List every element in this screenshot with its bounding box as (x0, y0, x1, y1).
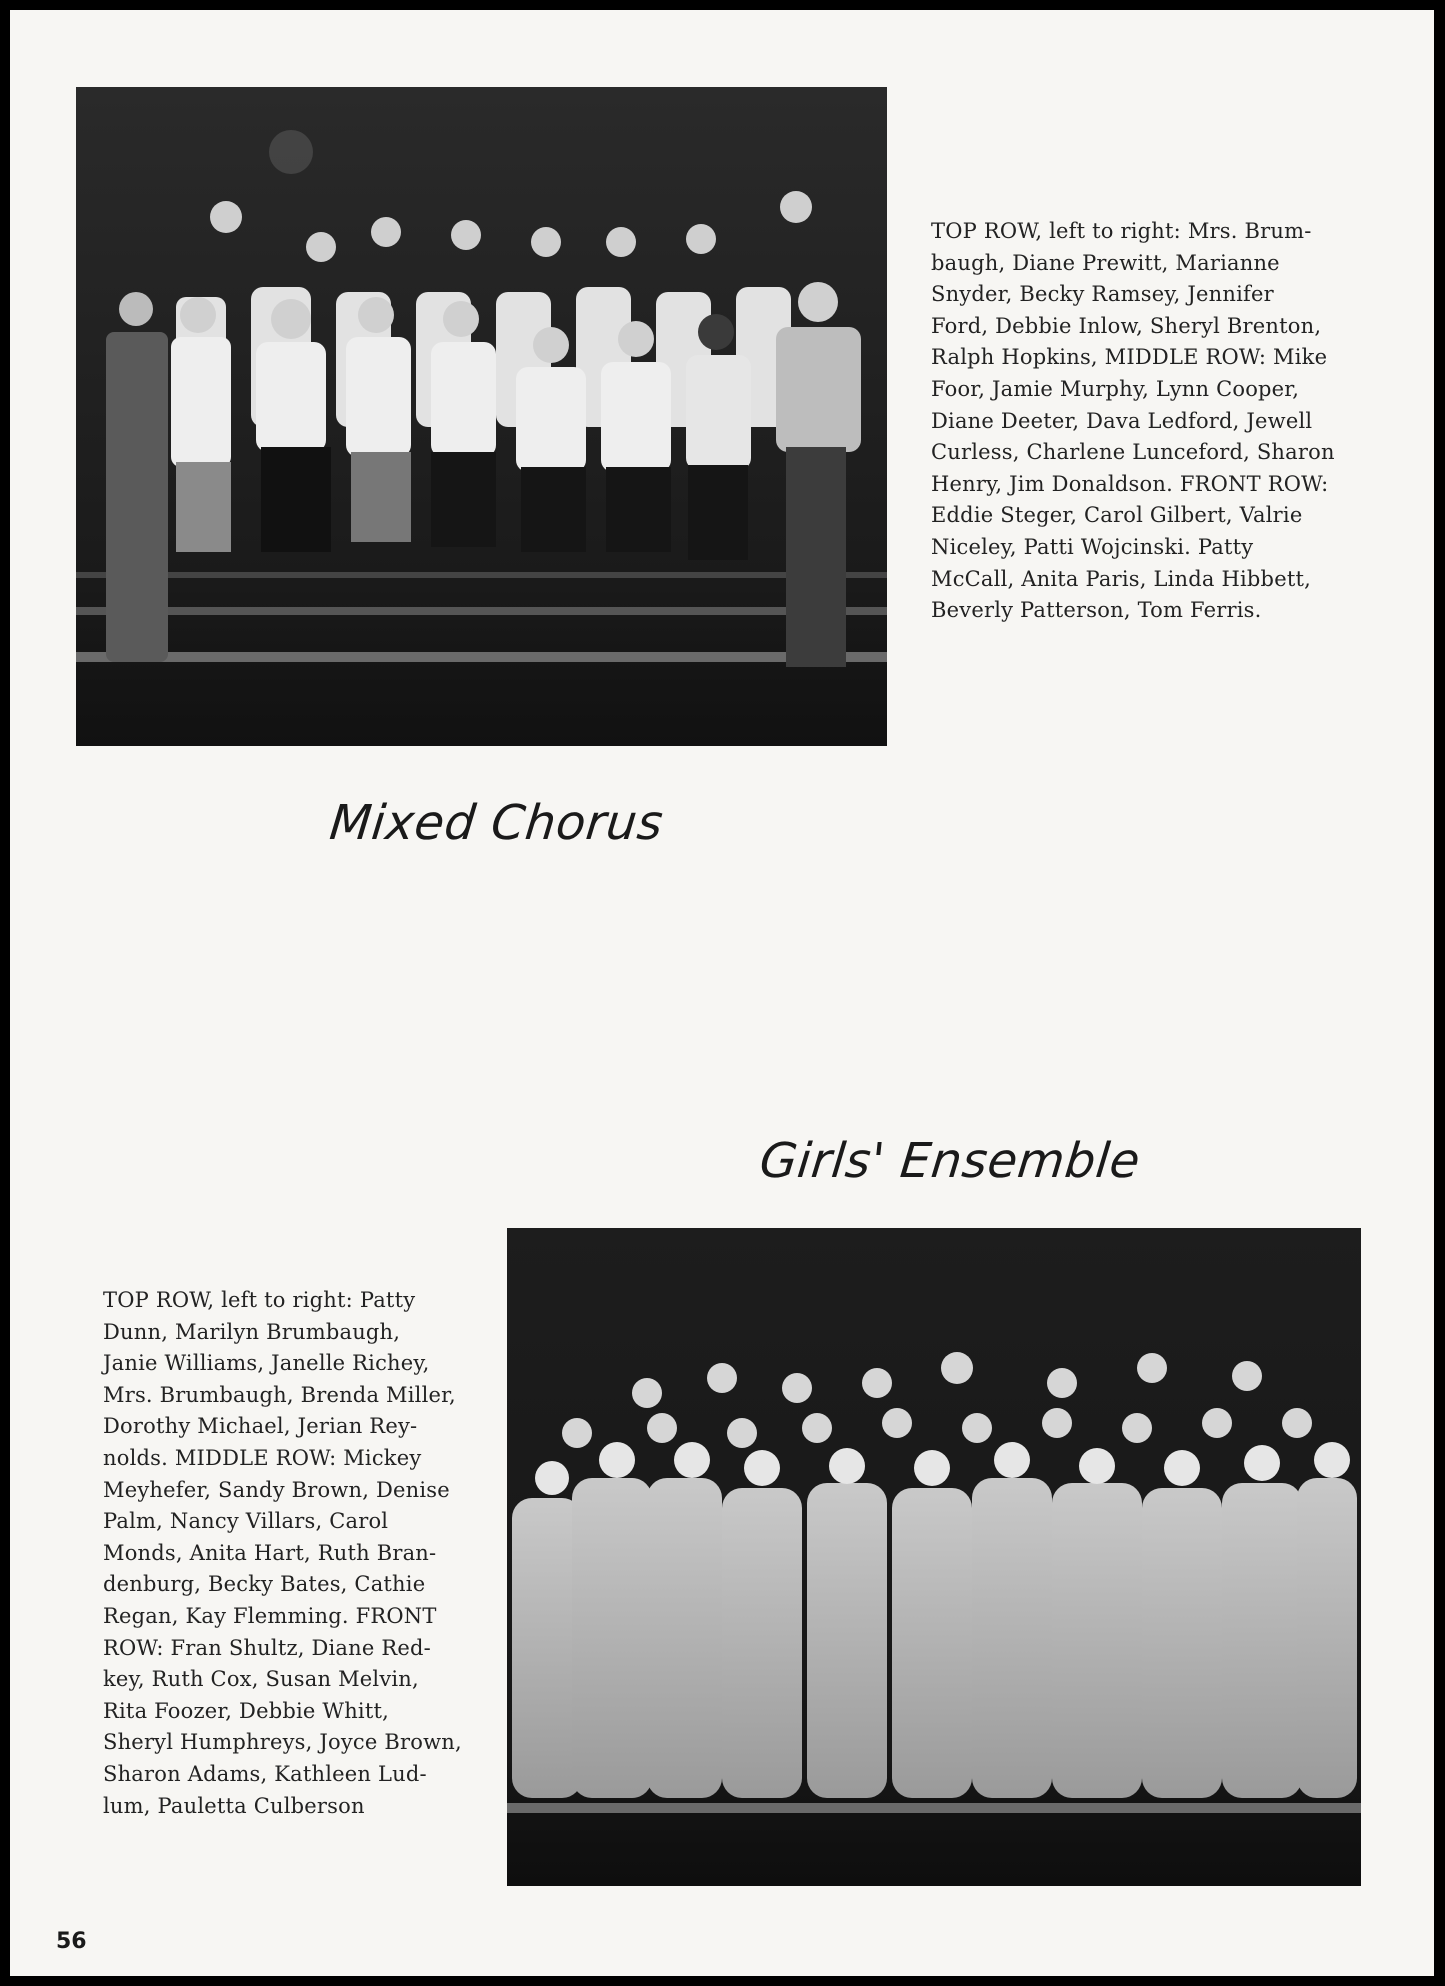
yearbook-page (10, 10, 1434, 1976)
girls-ensemble-caption: TOP ROW, left to right: Patty Dunn, Marilyn Brumbaugh, Janie Williams, Janelle Richey, Mrs. Brumbaugh, Brenda Miller, Dorothy Michael, Jerian Rey- nolds. MIDDLE ROW: Mickey Meyhefer, Sandy Brown, Denise Palm, Nancy Villars, Carol Monds, Anita Hart, Ruth Bran- denburg, Becky Bates, Cathie Regan, Kay Flemming. FRONT ROW: Fran Shultz, Diane Red- key, Ruth Cox, Susan Melvin, Rita Foozer, Debbie Whitt, Sheryl Humphreys, Joyce Brown, Sharon Adams, Kathleen Lud- lum, Pauletta Culberson (103, 1288, 462, 1818)
girls-ensemble-title: Girls' Ensemble (757, 1133, 1143, 1189)
girls-ensemble-photo (507, 1228, 1361, 1886)
mixed-chorus-photo (76, 87, 887, 746)
mixed-chorus-caption: TOP ROW, left to right: Mrs. Brum- baugh, Diane Prewitt, Marianne Snyder, Becky Ramsey, Jennifer Ford, Debbie Inlow, Sheryl Brenton, Ralph Hopkins, MIDDLE ROW: Mike Foor, Jamie Murphy, Lynn Cooper, Diane Deeter, Dava Ledford, Jewell Curless, Charlene Lunceford, Sharon Henry, Jim Donaldson. FRONT ROW: Eddie Steger, Carol Gilbert, Valrie Niceley, Patti Wojcinski. Patty McCall, Anita Paris, Linda Hibbett, Beverly Patterson, Tom Ferris. (931, 219, 1335, 623)
mixed-chorus-title: Mixed Chorus (327, 795, 666, 851)
page-number: 56 (56, 1929, 87, 1954)
